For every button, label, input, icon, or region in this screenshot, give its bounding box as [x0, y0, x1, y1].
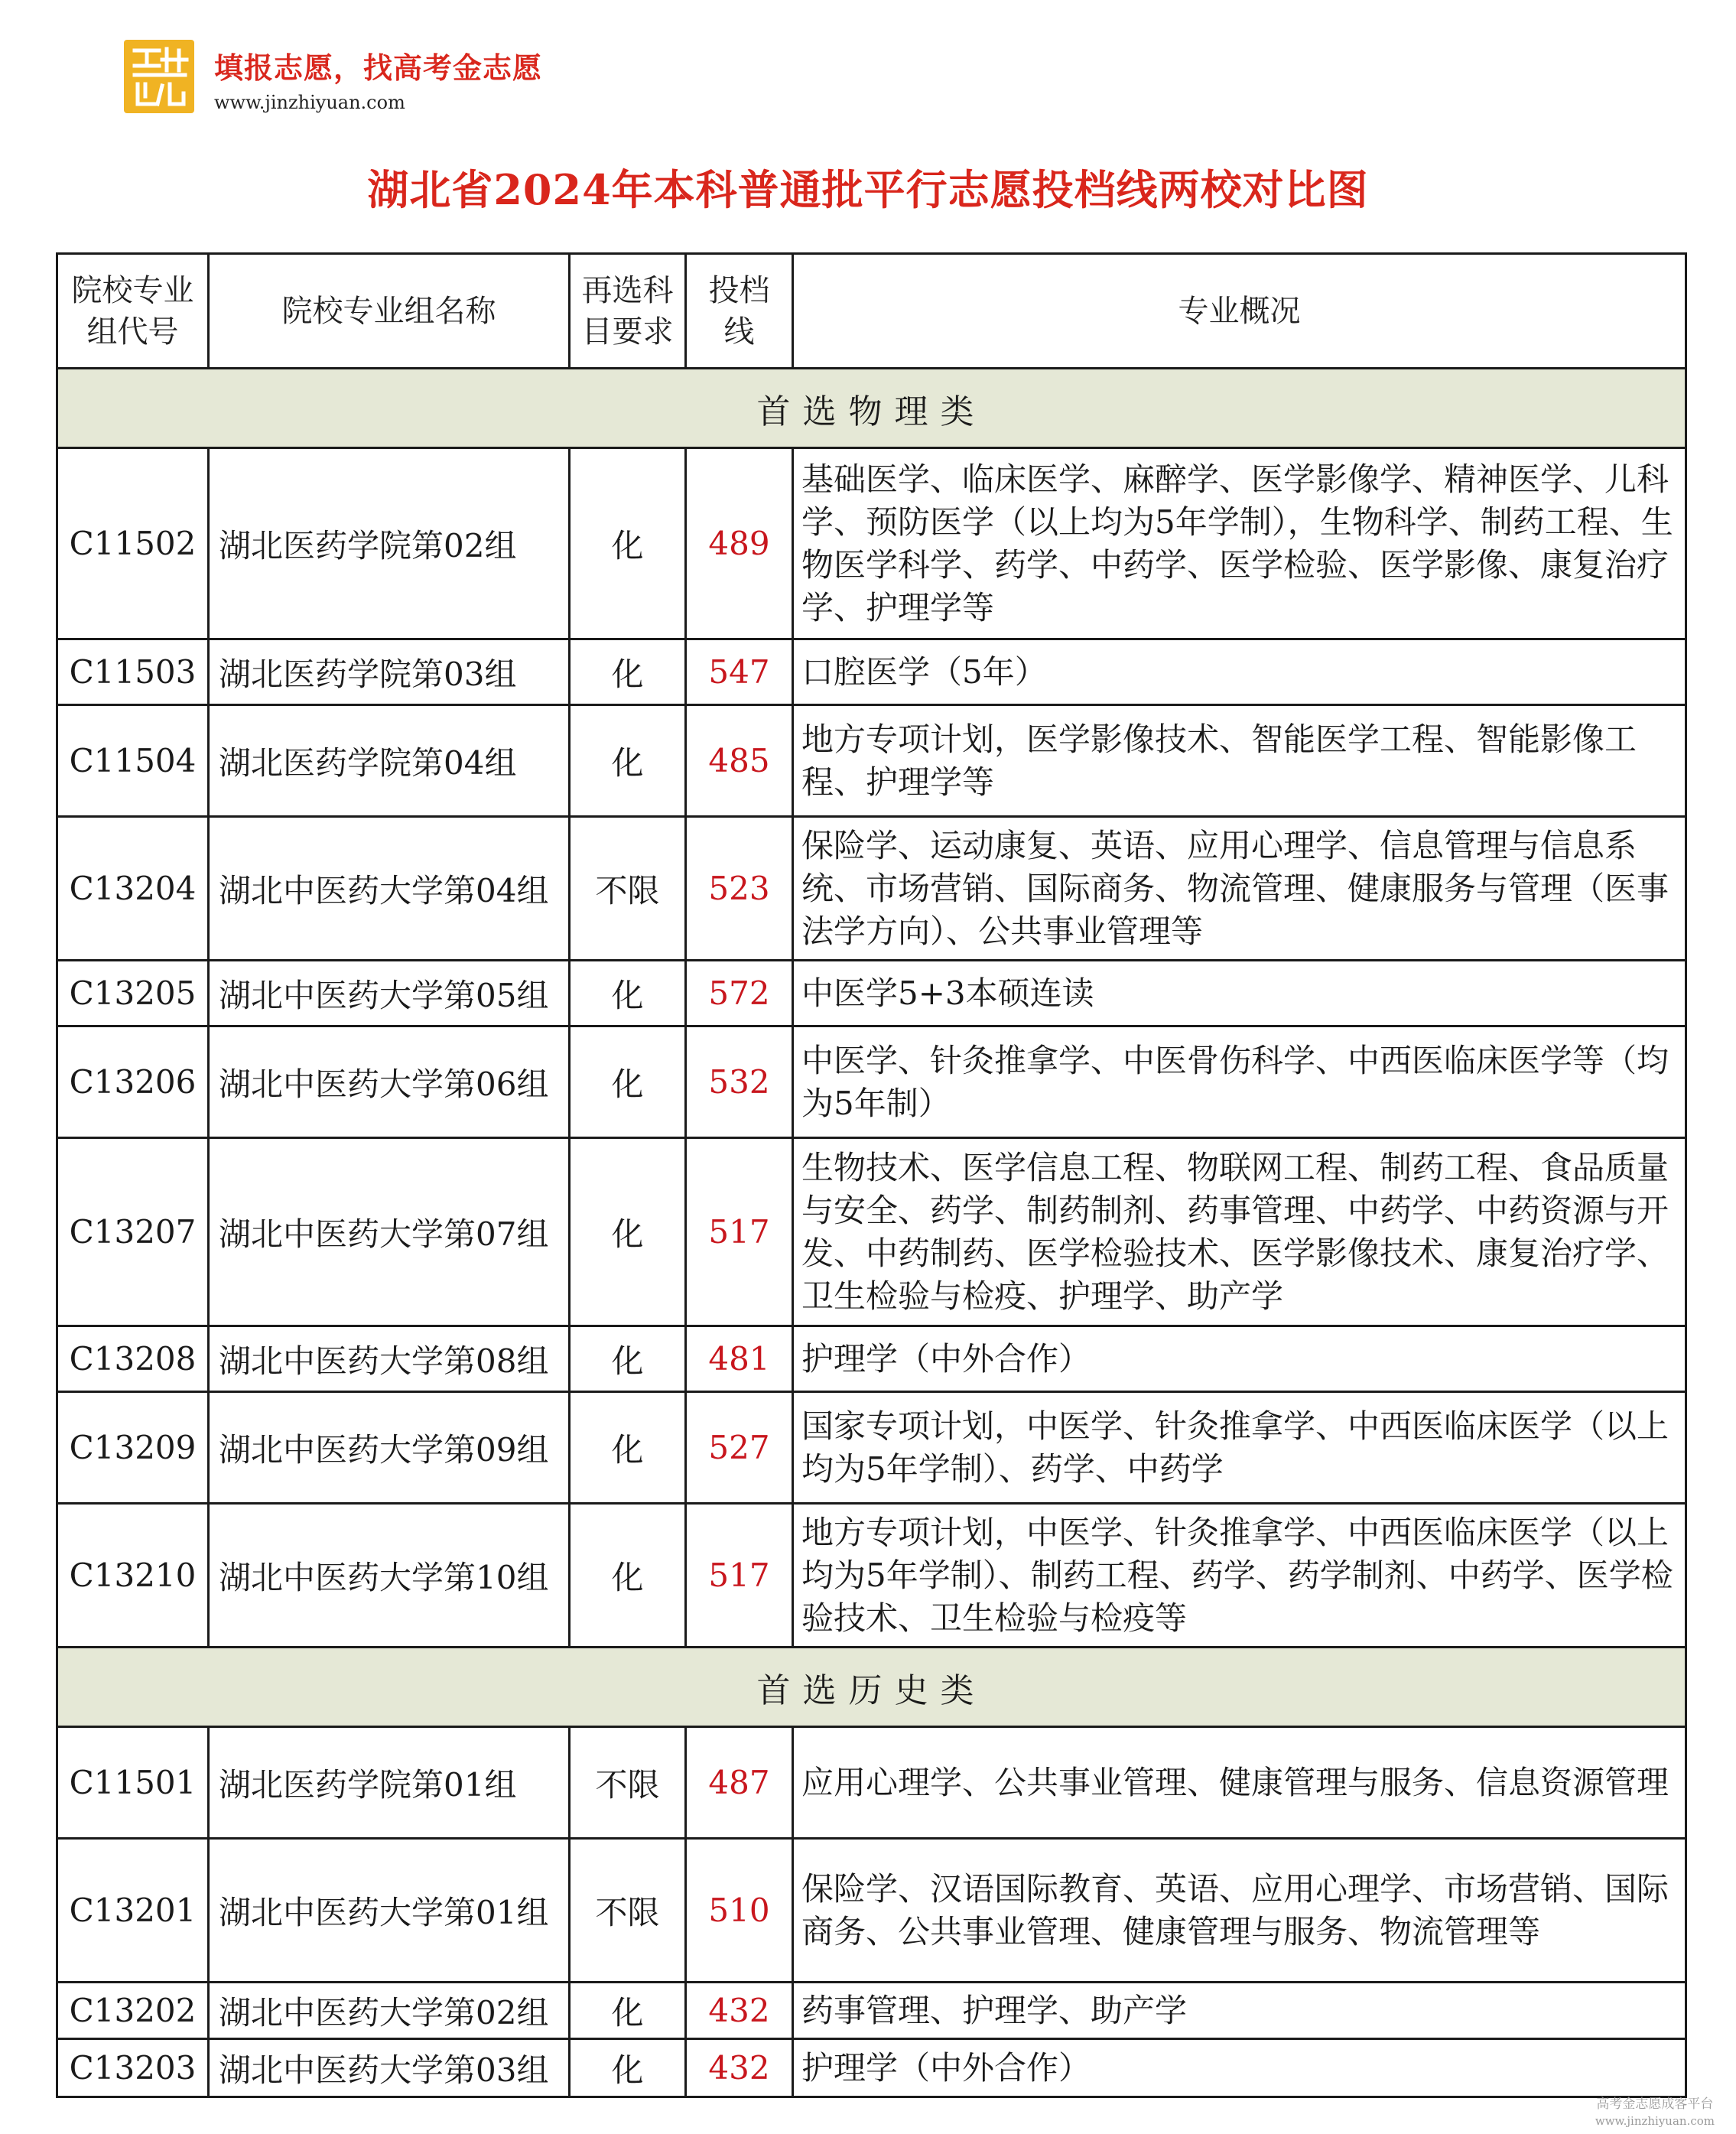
requirement-cell: 化 — [570, 961, 686, 1026]
requirement-cell: 化 — [570, 1504, 686, 1648]
group-name-cell: 湖北中医药大学第05组 — [209, 961, 570, 1026]
group-code-cell: C13206 — [57, 1026, 209, 1138]
table-row — [57, 961, 1686, 1026]
group-code-cell: C11503 — [57, 639, 209, 705]
column-header-overview: 专业概况 — [793, 254, 1686, 369]
brand-website: www.jinzhiyuan.com — [214, 92, 405, 113]
table-row — [57, 1504, 1686, 1648]
group-code-cell: C13205 — [57, 961, 209, 1026]
overview-cell: 中医学、针灸推拿学、中医骨伤科学、中西医临床医学等（均为5年制） — [793, 1026, 1686, 1138]
column-header-name: 院校专业组名称 — [209, 254, 570, 369]
table-row — [57, 1983, 1686, 2039]
jinzhiyuan-logo-icon — [124, 40, 194, 113]
group-code-cell: C13202 — [57, 1983, 209, 2039]
section-header-row — [57, 369, 1686, 448]
requirement-cell: 不限 — [570, 817, 686, 961]
group-name-cell: 湖北中医药大学第10组 — [209, 1504, 570, 1648]
group-name-cell: 湖北中医药大学第04组 — [209, 817, 570, 961]
requirement-cell: 化 — [570, 1026, 686, 1138]
score-cell: 489 — [686, 448, 793, 639]
group-code-cell: C11502 — [57, 448, 209, 639]
group-code-cell: C13203 — [57, 2039, 209, 2097]
table-row — [57, 448, 1686, 639]
page-title: 湖北省2024年本科普通批平行志愿投档线两校对比图 — [367, 165, 1369, 214]
requirement-cell: 化 — [570, 1392, 686, 1504]
requirement-cell: 化 — [570, 1326, 686, 1392]
table-row — [57, 639, 1686, 705]
requirement-cell: 化 — [570, 2039, 686, 2097]
score-cell: 481 — [686, 1326, 793, 1392]
score-cell: 523 — [686, 817, 793, 961]
brand-slogan: 填报志愿，找高考金志愿 — [214, 51, 543, 85]
overview-cell: 保险学、运动康复、英语、应用心理学、信息管理与信息系统、市场营销、国际商务、物流管理、健康服务与管理（医事法学方向）、公共事业管理等 — [793, 817, 1686, 961]
table-row — [57, 1326, 1686, 1392]
table-row — [57, 1026, 1686, 1138]
table-row — [57, 1727, 1686, 1839]
group-code-cell: C13210 — [57, 1504, 209, 1648]
requirement-cell: 化 — [570, 1983, 686, 2039]
score-cell: 527 — [686, 1392, 793, 1504]
overview-cell: 保险学、汉语国际教育、英语、应用心理学、市场营销、国际商务、公共事业管理、健康管理与服务、物流管理等 — [793, 1839, 1686, 1983]
overview-cell: 护理学（中外合作） — [793, 1326, 1686, 1392]
column-header-requirement: 再选科目要求 — [570, 254, 686, 369]
group-code-cell: C11501 — [57, 1727, 209, 1839]
overview-cell: 护理学（中外合作） — [793, 2039, 1686, 2097]
overview-cell: 地方专项计划，中医学、针灸推拿学、中西医临床医学（以上均为5年学制）、制药工程、药学、药学制剂、中药学、医学检验技术、卫生检验与检疫等 — [793, 1504, 1686, 1648]
column-header-score: 投档线 — [686, 254, 793, 369]
overview-cell: 口腔医学（5年） — [793, 639, 1686, 705]
group-name-cell: 湖北医药学院第03组 — [209, 639, 570, 705]
score-cell: 432 — [686, 1983, 793, 2039]
group-name-cell: 湖北医药学院第04组 — [209, 705, 570, 817]
group-name-cell: 湖北中医药大学第03组 — [209, 2039, 570, 2097]
section-header-row — [57, 1648, 1686, 1727]
requirement-cell: 化 — [570, 705, 686, 817]
group-name-cell: 湖北中医药大学第06组 — [209, 1026, 570, 1138]
group-name-cell: 湖北中医药大学第02组 — [209, 1983, 570, 2039]
score-cell: 547 — [686, 639, 793, 705]
overview-cell: 中医学5+3本硕连读 — [793, 961, 1686, 1026]
group-name-cell: 湖北中医药大学第09组 — [209, 1392, 570, 1504]
table-row — [57, 2039, 1686, 2097]
overview-cell: 基础医学、临床医学、麻醉学、医学影像学、精神医学、儿科学、预防医学（以上均为5年学制），生物科学、制药工程、生物医学科学、药学、中药学、医学检验、医学影像、康复治疗学、护理学等 — [793, 448, 1686, 639]
group-name-cell: 湖北中医药大学第01组 — [209, 1839, 570, 1983]
requirement-cell: 不限 — [570, 1727, 686, 1839]
column-header-code: 院校专业组代号 — [57, 254, 209, 369]
group-code-cell: C13207 — [57, 1138, 209, 1326]
overview-cell: 应用心理学、公共事业管理、健康管理与服务、信息资源管理 — [793, 1727, 1686, 1839]
table-row — [57, 1392, 1686, 1504]
table-row — [57, 1839, 1686, 1983]
overview-cell: 生物技术、医学信息工程、物联网工程、制药工程、食品质量与安全、药学、制药制剂、药事管理、中药学、中药资源与开发、中药制药、医学检验技术、医学影像技术、康复治疗学、卫生检验与检疫、护理学、助产学 — [793, 1138, 1686, 1326]
overview-cell: 地方专项计划，医学影像技术、智能医学工程、智能影像工程、护理学等 — [793, 705, 1686, 817]
requirement-cell: 化 — [570, 1138, 686, 1326]
group-code-cell: C13201 — [57, 1839, 209, 1983]
section-label: 首选物理类 — [57, 369, 1686, 448]
admission-score-table — [56, 252, 1687, 2098]
score-cell: 485 — [686, 705, 793, 817]
score-cell: 517 — [686, 1504, 793, 1648]
group-code-cell: C13204 — [57, 817, 209, 961]
score-cell: 510 — [686, 1839, 793, 1983]
requirement-cell: 不限 — [570, 1839, 686, 1983]
group-name-cell: 湖北医药学院第01组 — [209, 1727, 570, 1839]
table-row — [57, 705, 1686, 817]
watermark: 高考金志愿成客平台 www.jinzhiyuan.com — [1595, 2097, 1715, 2128]
score-cell: 532 — [686, 1026, 793, 1138]
table-header-row — [57, 254, 1686, 369]
table-row — [57, 1138, 1686, 1326]
overview-cell: 国家专项计划，中医学、针灸推拿学、中西医临床医学（以上均为5年学制）、药学、中药学 — [793, 1392, 1686, 1504]
score-cell: 487 — [686, 1727, 793, 1839]
brand-header — [124, 38, 812, 122]
score-cell: 517 — [686, 1138, 793, 1326]
group-code-cell: C11504 — [57, 705, 209, 817]
score-cell: 572 — [686, 961, 793, 1026]
table-row — [57, 817, 1686, 961]
group-code-cell: C13208 — [57, 1326, 209, 1392]
overview-cell: 药事管理、护理学、助产学 — [793, 1983, 1686, 2039]
requirement-cell: 化 — [570, 448, 686, 639]
group-name-cell: 湖北中医药大学第08组 — [209, 1326, 570, 1392]
group-code-cell: C13209 — [57, 1392, 209, 1504]
score-cell: 432 — [686, 2039, 793, 2097]
group-name-cell: 湖北中医药大学第07组 — [209, 1138, 570, 1326]
section-label: 首选历史类 — [57, 1648, 1686, 1727]
requirement-cell: 化 — [570, 639, 686, 705]
group-name-cell: 湖北医药学院第02组 — [209, 448, 570, 639]
